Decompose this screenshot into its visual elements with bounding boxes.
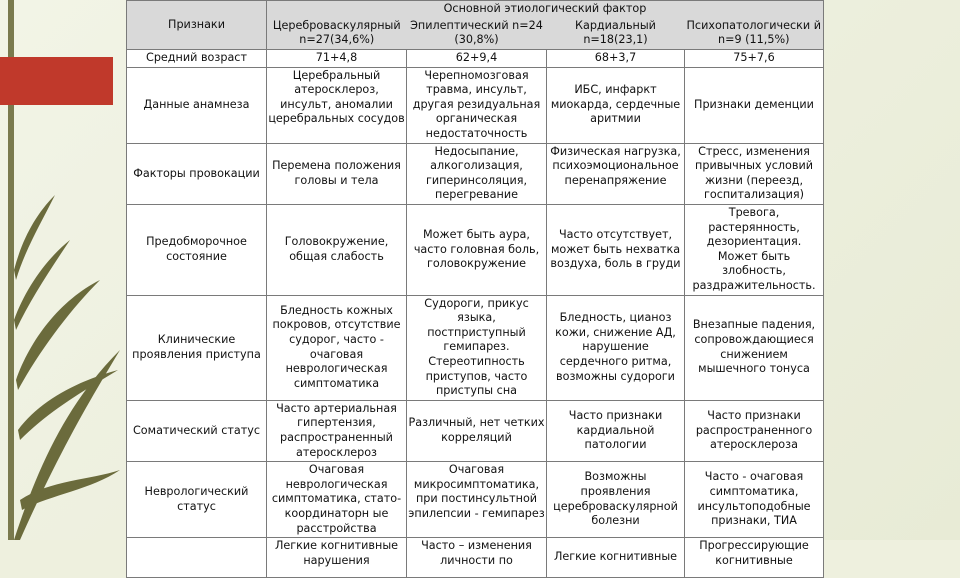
table-cell: Тревога, растерянность, дезориентация. Может быть злобность, раздражительность.	[685, 205, 824, 296]
table-cell: Может быть аура, часто головная боль, головокружение	[407, 205, 547, 296]
header-col-cardiac: Кардиальный n=18(23,1)	[547, 18, 685, 50]
table-cell: 62+9,4	[407, 50, 547, 68]
row-label: Средний возраст	[127, 50, 267, 68]
table-cell: Внезапные падения, сопровождающиеся снижением мышечного тонуса	[685, 295, 824, 400]
decorative-red-tab	[0, 57, 113, 105]
table-cell: Головокружение, общая слабость	[267, 205, 407, 296]
table-cell: Очаговая микросимптоматика, при постинсультной эпилепсии - гемипарез	[407, 462, 547, 538]
row-label: Факторы провокации	[127, 143, 267, 204]
header-col-epileptic: Эпилептический n=24 (30,8%)	[407, 18, 547, 50]
table-cell: Недосыпание, алкоголизация, гиперинсоляция, перегревание	[407, 143, 547, 204]
table-cell: Часто признаки распространенного атеросклероза	[685, 400, 824, 461]
table-cell: Стресс, изменения привычных условий жизни (переезд, госпитализация)	[685, 143, 824, 204]
table-cell: Легкие когнитивные	[547, 538, 685, 578]
table-cell: Часто отсутствует, может быть нехватка воздуха, боль в груди	[547, 205, 685, 296]
table-row-anamnesis	[127, 67, 824, 143]
syncope-etiology-table	[126, 0, 824, 578]
table-cell: Часто - очаговая симптоматика, инсультоподобные признаки, ТИА	[685, 462, 824, 538]
row-label: Соматический статус	[127, 400, 267, 461]
table-cell: Черепномозговая травма, инсульт, другая резидуальная органическая недостаточность	[407, 67, 547, 143]
table-cell: 75+7,6	[685, 50, 824, 68]
table-row-cognitive	[127, 538, 824, 578]
header-col-psychopathological: Психопатологически й n=9 (11,5%)	[685, 18, 824, 50]
table-cell: Часто признаки кардиальной патологии	[547, 400, 685, 461]
table-row-presyncope	[127, 205, 824, 296]
table-cell: Бледность кожных покровов, отсутствие судорог, часто - очаговая неврологическая симптоматика	[267, 295, 407, 400]
table-cell: Физическая нагрузка, психоэмоциональное перенапряжение	[547, 143, 685, 204]
table-cell: Легкие когнитивные нарушения	[267, 538, 407, 578]
header-row-1	[127, 1, 824, 18]
table-row-provocation	[127, 143, 824, 204]
header-main-factor: Основной этиологический фактор	[267, 1, 824, 18]
table-row-neurological	[127, 462, 824, 538]
table-cell: Перемена положения головы и тела	[267, 143, 407, 204]
table-cell: ИБС, инфаркт миокарда, сердечные аритмии	[547, 67, 685, 143]
table-cell: Прогрессирующие когнитивные	[685, 538, 824, 578]
table-cell: Возможны проявления цереброваскулярной болезни	[547, 462, 685, 538]
decorative-leaves-graphic	[0, 100, 140, 540]
header-col-cerebrovascular: Цереброваскулярный n=27(34,6%)	[267, 18, 407, 50]
table-row-clinical	[127, 295, 824, 400]
header-signs: Признаки	[127, 1, 267, 50]
table-cell: 68+3,7	[547, 50, 685, 68]
row-label: Клинические проявления приступа	[127, 295, 267, 400]
row-label: Предобморочное состояние	[127, 205, 267, 296]
table-cell: 71+4,8	[267, 50, 407, 68]
table-cell: Различный, нет четких корреляций	[407, 400, 547, 461]
row-label	[127, 538, 267, 578]
table-cell: Судороги, прикус языка, постприступный гемипарез. Стереотипность приступов, часто приступы сна	[407, 295, 547, 400]
table-cell: Церебральный атеросклероз, инсульт, аномалии церебральных сосудов	[267, 67, 407, 143]
table-cell: Очаговая неврологическая симптоматика, стато-координаторн ые расстройства	[267, 462, 407, 538]
table-cell: Признаки деменции	[685, 67, 824, 143]
table-cell: Бледность, цианоз кожи, снижение АД, нарушение сердечного ритма, возможны судороги	[547, 295, 685, 400]
table-row-age	[127, 50, 824, 68]
row-label: Данные анамнеза	[127, 67, 267, 143]
table-row-somatic	[127, 400, 824, 461]
table-cell: Часто – изменения личности по	[407, 538, 547, 578]
row-label: Неврологический статус	[127, 462, 267, 538]
comparison-table-container	[126, 0, 823, 567]
table-cell: Часто артериальная гипертензия, распространенный атеросклероз	[267, 400, 407, 461]
